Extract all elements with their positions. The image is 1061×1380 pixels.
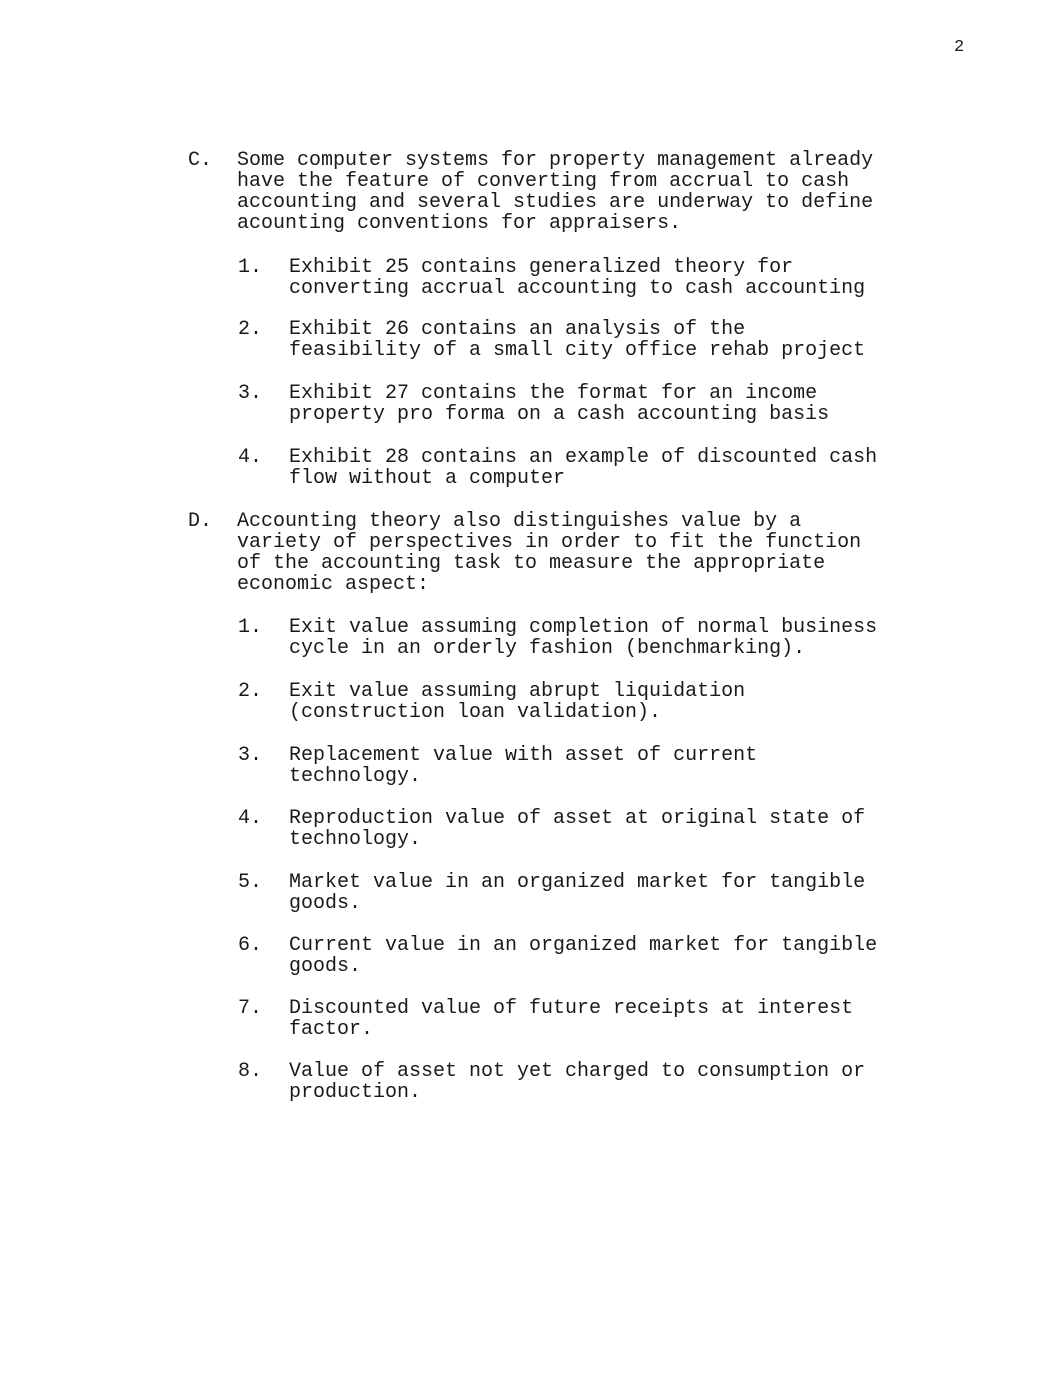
paragraph-line: economic aspect: bbox=[237, 573, 430, 596]
item-line: production. bbox=[289, 1081, 422, 1104]
item-line: Exhibit 27 contains the format for an income bbox=[289, 382, 818, 405]
item-line: cycle in an orderly fashion (benchmarking). bbox=[289, 637, 806, 660]
paragraph-line: variety of perspectives in order to fit the function bbox=[237, 531, 862, 554]
paragraph-line: acounting conventions for appraisers. bbox=[237, 212, 682, 235]
item-text bbox=[289, 872, 939, 914]
item-text bbox=[289, 681, 939, 723]
item-number: 3. bbox=[238, 744, 263, 767]
item-line: goods. bbox=[289, 892, 362, 915]
item-number: 2. bbox=[238, 318, 263, 341]
item-number: 6. bbox=[238, 934, 263, 957]
item-line: technology. bbox=[289, 828, 422, 851]
item-number: 1. bbox=[238, 256, 263, 279]
item-number: 8. bbox=[238, 1060, 263, 1083]
item-line: goods. bbox=[289, 955, 362, 978]
item-line: Market value in an organized market for tangible bbox=[289, 871, 866, 894]
item-text bbox=[289, 447, 939, 489]
paragraph-line: have the feature of converting from accrual to cash bbox=[237, 170, 850, 193]
item-line: Exhibit 26 contains an analysis of the bbox=[289, 318, 746, 341]
item-text bbox=[289, 808, 939, 850]
item-text bbox=[289, 935, 939, 977]
item-line: Discounted value of future receipts at interest bbox=[289, 997, 854, 1020]
item-number: 5. bbox=[238, 871, 263, 894]
item-line: converting accrual accounting to cash accounting bbox=[289, 277, 866, 300]
item-line: property pro forma on a cash accounting basis bbox=[289, 403, 830, 426]
item-text bbox=[289, 998, 939, 1040]
item-number: 2. bbox=[238, 680, 263, 703]
item-line: flow without a computer bbox=[289, 467, 566, 490]
paragraph-line: Some computer systems for property management already bbox=[237, 149, 874, 172]
item-text bbox=[289, 617, 939, 659]
item-text bbox=[289, 1061, 939, 1103]
item-line: Exit value assuming abrupt liquidation bbox=[289, 680, 746, 703]
item-line: Exit value assuming completion of normal business bbox=[289, 616, 878, 639]
item-number: 4. bbox=[238, 446, 263, 469]
item-line: technology. bbox=[289, 765, 422, 788]
item-line: feasibility of a small city office rehab project bbox=[289, 339, 866, 362]
section-label: D. bbox=[188, 510, 213, 533]
item-number: 7. bbox=[238, 997, 263, 1020]
item-number: 1. bbox=[238, 616, 263, 639]
item-line: Reproduction value of asset at original state of bbox=[289, 807, 866, 830]
section-paragraph bbox=[237, 511, 937, 595]
item-line: (construction loan validation). bbox=[289, 701, 662, 724]
paragraph-line: accounting and several studies are underway to define bbox=[237, 191, 874, 214]
item-number: 3. bbox=[238, 382, 263, 405]
item-line: Value of asset not yet charged to consumption or bbox=[289, 1060, 866, 1083]
item-text bbox=[289, 383, 939, 425]
page-number: 2 bbox=[954, 38, 965, 57]
paragraph-line: Accounting theory also distinguishes value by a bbox=[237, 510, 802, 533]
item-line: factor. bbox=[289, 1018, 374, 1041]
item-number: 4. bbox=[238, 807, 263, 830]
item-line: Replacement value with asset of current bbox=[289, 744, 758, 767]
paragraph-line: of the accounting task to measure the appropriate bbox=[237, 552, 826, 575]
item-text bbox=[289, 745, 939, 787]
section-paragraph bbox=[237, 150, 937, 234]
item-text bbox=[289, 257, 939, 299]
item-line: Exhibit 28 contains an example of discounted cash bbox=[289, 446, 878, 469]
item-line: Current value in an organized market for tangible bbox=[289, 934, 878, 957]
section-label: C. bbox=[188, 149, 213, 172]
item-text bbox=[289, 319, 939, 361]
item-line: Exhibit 25 contains generalized theory for bbox=[289, 256, 794, 279]
